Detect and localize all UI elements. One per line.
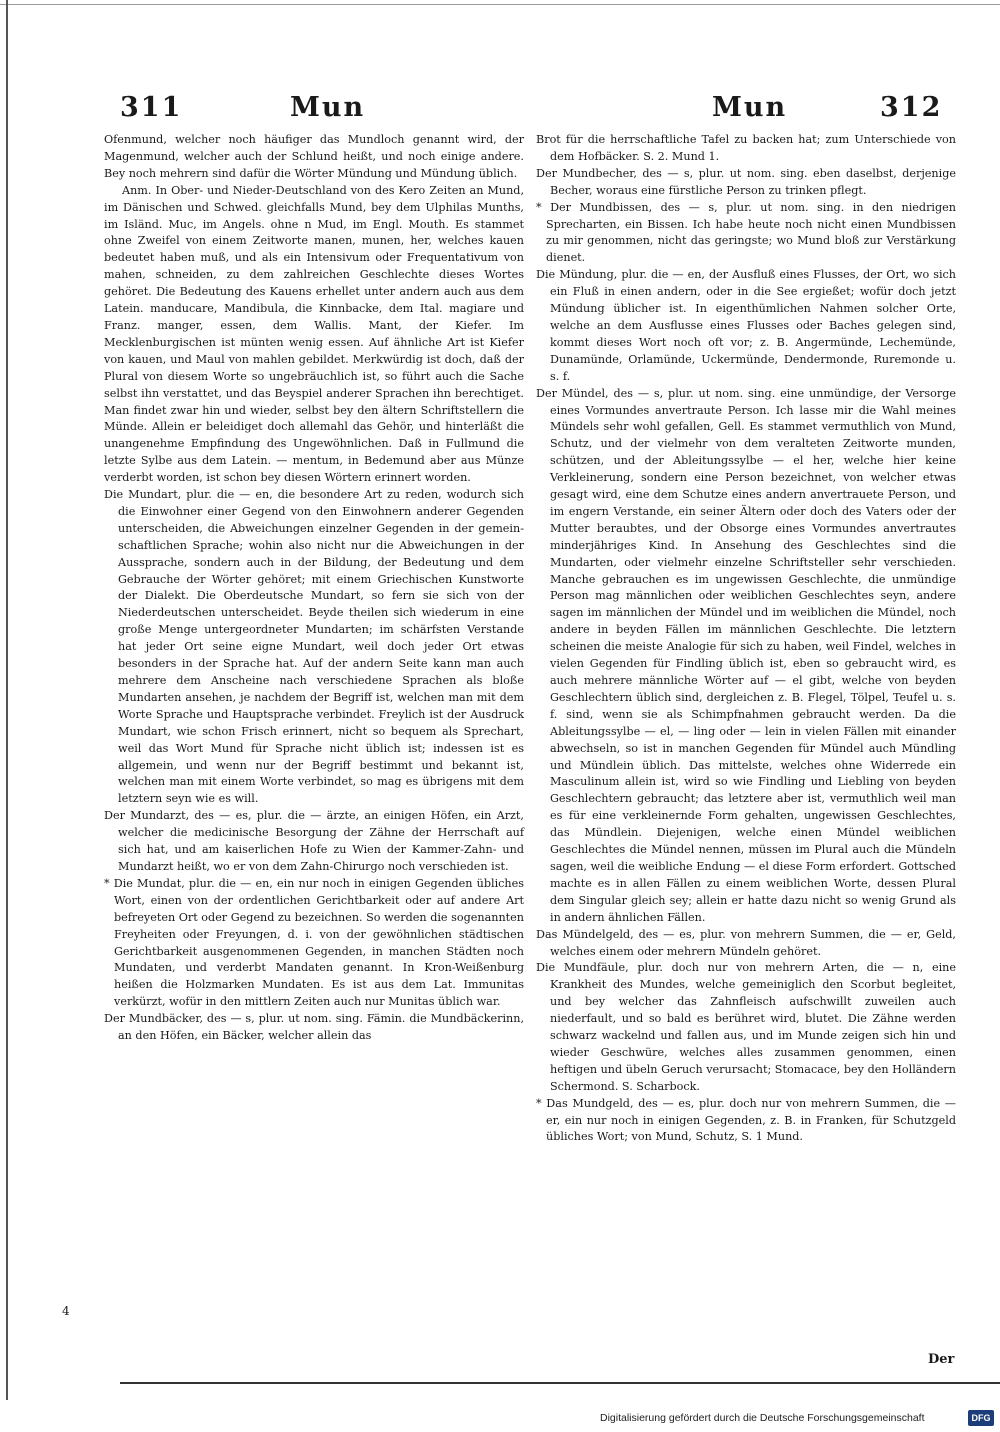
catchword: Der xyxy=(928,1352,955,1367)
dfg-logo: DFG xyxy=(968,1410,994,1426)
right-page-number: 312 xyxy=(880,92,943,123)
left-page-number: 311 xyxy=(120,92,183,123)
scan-edge-left xyxy=(6,0,8,1400)
dictionary-entry: Das Mündelgeld, des — es, plur. von mehrern Summen, die — er, Geld, welches einem oder mehrern Mündeln gehöret. xyxy=(536,927,956,958)
dictionary-entry: Der Mundbäcker, des — s, plur. ut nom. sing. Fämin. die Mundbäckerinn, an den Höfen, ein Bäcker, welcher allein das xyxy=(104,1012,524,1043)
dictionary-entry: Die Mundfäule, plur. doch nur von mehrern Arten, die — n, eine Krankheit des Mundes, welche gemeiniglich den Scorbut begleitet, und bey welcher das Zahnfleisch aufschwillt zuweilen auch niederfault, und so bald es berühret wird, blutet. Die Zähne werden schwarz wackelnd und fallen aus, und im Munde zeigen sich hin und wieder Geschwüre, welches alles zusammen genommen, einen heftigen und übeln Geruch verursacht; Stomacace, bey den Holländern Schermond. S. Scharbock. xyxy=(536,961,956,1093)
dictionary-entry: Der Mündel, des — s, plur. ut nom. sing. eine unmündige, der Versorge eines Vormundes anvertraute Person. Ich lasse mir die Wahl meines Mündels sehr wohl gefallen, Gell. Es stammet vermuthlich von Mund, Schutz, und der vielmehr von dem veralteten Zeitworte munden, schützen, und der Ableitungssylbe — el her, welche hier keine Verkleinerung, sondern eine Person bezeichnet, von welcher etwas gesagt wird, eine dem Schutze eines andern anvertrauete Person, und im engern Verstande, ein seiner Ältern oder doch des Vaters oder der Mutter beraubtes, und der Obsorge eines Vormundes anvertrautes minderjähriges Kind. In Ansehung des Geschlechtes sind die Mundarten, oder vielmehr einzelne Schriftsteller sehr verschieden. Manche gebrauchen es im ungewissen Geschlechte, die unmündige Person mag männlichen oder weiblichen Geschlechtes seyn, andere sagen im männlichen der Mündel und im weiblichen die Mündel, noch andere in beyden Fällen im männlichen Geschlechte. Die letztern scheinen die meiste Analogie für sich zu haben, weil Findel, welches in vielen Gegenden für Findling üblich ist, eben so gebraucht wird, es auch mehrere männliche Wörter auf — el gibt, welche von beyden Geschlechtern üblich sind, dergleichen z. B. Flegel, Tölpel, Teufel u. s. f. sind, wenn sie als Schimpfnahmen gebraucht werden. Da die Ableitungssylbe — el, — ling oder — lein in vielen Fällen mit einander abwechseln, so ist in manchen Gegenden für Mündel auch Mündling und Mündlein üblich. Das mittelste, welches ohne Widerrede ein Masculinum allein ist, wird so wie Findling und Liebling von beyden Geschlechtern gebraucht; das letztere aber ist, vermuthlich weil man es für eine verkleinernde Form gehalten, ungewissen Geschlechtes, das Mündlein. Diejenigen, welche einen Mündel weiblichen Geschlechtes die Mündel nennen, müssen im Plural auch die Mündeln sagen, weil die weibliche Endung — el diese Form erfordert. Gottsched machte es in allen Fällen zu einem weiblichen Worte, dessen Plural dem Singular gleich sey; allein er hatte dazu nicht so wenig Grund als in andern ähnlichen Fällen. xyxy=(536,386,956,924)
dictionary-entry: * Die Mundat, plur. die — en, ein nur noch in einigen Gegenden übliches Wort, einen von der ordentlichen Gerichtbarkeit oder auf andere Art befreyeten Ort oder Gegend zu bezeichnen. So werden die sogenannten Freyheiten oder Freyungen, d. i. von der gewöhnlichen städtischen Gerichtbarkeit ausgenommenen Gegenden, in manchen Städten noch Mundaten, und verderbt Mandaten genannt. In Kron-Weißenburg heißen die Holzmarken Mundaten. Es ist aus dem Lat. Immunitas verkürzt, wofür in den mittlern Zeiten auch nur Munitas üblich war. xyxy=(104,876,524,1009)
dictionary-entry: Die Mündung, plur. die — en, der Ausfluß eines Flusses, der Ort, wo sich ein Fluß in einen andern, oder in die See ergießet; wofür doch jetzt Mündung üblicher ist. In eigenthümlichen Nahmen solcher Orte, welche an dem Ausflusse eines Flusses oder Baches gelegen sind, kommt dieses Wort noch oft vor; z. B. Angermünde, Lechemünde, Dunamünde, Orlamünde, Uckermünde, Dendermonde, Ruremonde u. s. f. xyxy=(536,268,956,383)
scan-edge-bottom xyxy=(120,1382,1000,1384)
dictionary-entry: Brot für die herrschaftliche Tafel zu backen hat; zum Unterschiede von dem Hofbäcker. S. 2. Mund 1. xyxy=(536,133,956,163)
dictionary-entry: Die Mundart, plur. die — en, die besondere Art zu reden, wodurch sich die Einwohner einer Gegend von den Einwohnern anderer Gegenden unterscheiden, die Abweichungen einzelner Gegenden in der gemein-schaftlichen Sprache; wohin also nicht nur die Abweichungen in der Aussprache, sondern auch in der Bildung, der Bedeutung und dem Gebrauche der Wörter gehöret; mit einem Griechischen Kunstworte der Dialekt. Die Oberdeutsche Mundart, so fern sie sich von der Niederdeutschen unterscheidet. Beyde theilen sich wiederum in eine große Menge untergeordneter Mundarten; im schärfsten Verstande hat jeder Ort seine eigne Mundart, weil doch jeder Ort etwas besonders in der Sprache hat. Auf der andern Seite kann man auch mehrere dem Anscheine nach verschiedene Sprachen als bloße Mundarten ansehen, je nachdem der Begriff ist, welchen man mit dem Worte Sprache und Hauptsprache verbindet. Freylich ist der Ausdruck Mundart, wie schon Frisch erinnert, nicht so bequem als Sprechart, weil das Wort Mund für Sprache nicht üblich ist; indessen ist es allgemein, und wenn nur der Begriff bestimmt und bekannt ist, welchen man mit einem Worte verbindet, so mag es übrigens mit dem letztern seyn wie es will. xyxy=(104,488,524,806)
left-running-title: Mun xyxy=(290,92,366,123)
right-column xyxy=(536,132,956,1146)
digitization-credit: Digitalisierung gefördert durch die Deutsche Forschungsgemeinschaft xyxy=(600,1412,925,1424)
scan-edge-top xyxy=(0,4,1000,5)
right-running-title: Mun xyxy=(712,92,788,123)
dictionary-entry: Der Mundarzt, des — es, plur. die — ärzte, an einigen Höfen, ein Arzt, welcher die medicinische Besorgung der Zähne der Herrschaft auf sich hat, und am kaiserlichen Hofe zu Wien der Kammer-Zahn- und Mundarzt heißt, wo er von dem Zahn-Chirurgo noch verschieden ist. xyxy=(104,809,524,873)
left-column xyxy=(104,132,524,1045)
page-mark: 4 xyxy=(62,1304,70,1318)
dictionary-entry: Ofenmund, welcher noch häufiger das Mundloch genannt wird, der Magenmund, welcher auch der Schlund heißt, und noch einige andere. Bey noch mehrern sind dafür die Wörter Mündung und Mündung üblich. xyxy=(104,133,524,180)
dictionary-entry: * Der Mundbissen, des — s, plur. ut nom. sing. in den niedrigen Sprecharten, ein Bissen. Ich habe heute noch nicht einen Mundbissen zu mir genommen, nicht das geringste; wo Mund bloß zur Verstärkung dienet. xyxy=(536,200,956,265)
dictionary-entry: * Das Mundgeld, des — es, plur. doch nur von mehrern Summen, die — er, ein nur noch in einigen Gegenden, z. B. in Franken, für Schutzgeld übliches Wort; von Mund, Schutz, S. 1 Mund. xyxy=(536,1096,956,1144)
dictionary-entry: Der Mundbecher, des — s, plur. ut nom. sing. eben daselbst, derjenige Becher, woraus eine fürstliche Person zu trinken pflegt. xyxy=(536,166,956,197)
annotation-paragraph: Anm. In Ober- und Nieder-Deutschland von des Kero Zeiten an Mund, im Dänischen und Schwed. gleichfalls Mund, bey dem Ulphilas Munths, im Isländ. Muc, im Angels. ohne n Mud, im Engl. Mouth. Es stammet ohne Zweifel von einem Zeitworte manen, munen, her, welches kauen bedeutet haben muß, und als ein Intensivum oder Frequentativum von mahen, schneiden, zu dem zahlreichen Geschlechte dieses Wortes gehöret. Die Bedeutung des Kauens erhellet unter andern auch aus dem Latein. manducare, Mandibula, die Kinnbacke, dem Ital. magiare und Franz. manger, essen, dem Wallis. Mant, der Kiefer. Im Mecklenburgischen ist münten wenig essen. Auf ähnliche Art ist Kiefer von kauen, und Maul von mahlen gebildet. Merkwürdig ist doch, daß der Plural von diesem Worte so ungebräuchlich ist, so führt auch die Sache selbst ihn verstattet, und das Beyspiel anderer Sprachen ihn berechtiget. Man findet zwar hin und wieder, selbst bey den ältern Schriftstellern die Münde. Allein er beleidiget doch allemahl das Gehör, und hinterläßt die unangenehme Empfindung des Ungewöhnlichen. Daß in Fullmund die letzte Sylbe aus dem Latein. — mentum, in Bedemund aber aus Münze verderbt worden, ist schon bey diesen Wörtern erinnert worden. xyxy=(104,183,524,485)
